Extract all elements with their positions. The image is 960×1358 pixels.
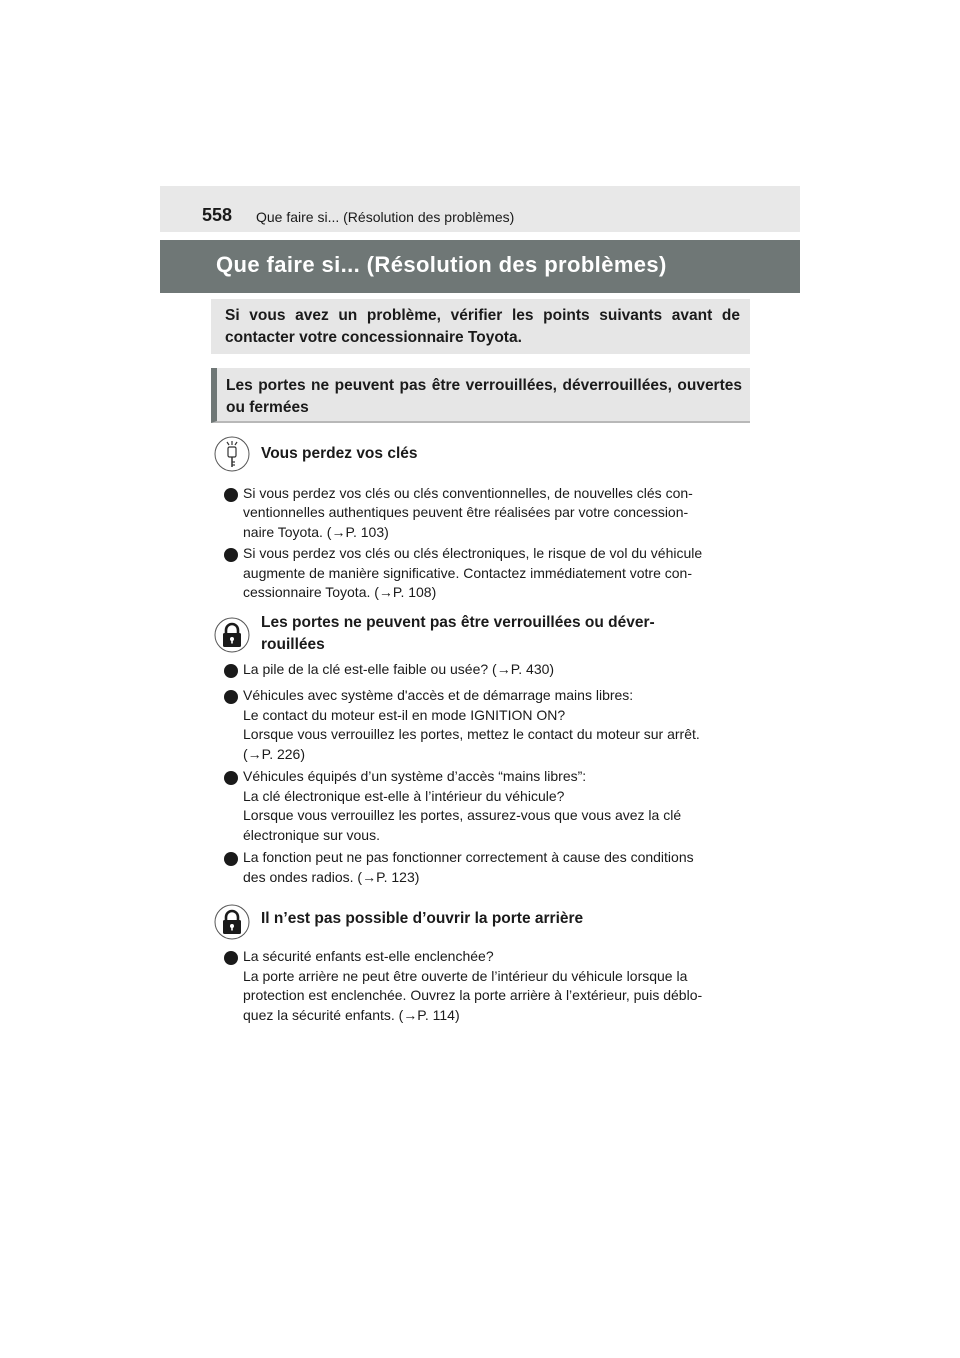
bullet-marker: [224, 488, 238, 502]
list-item: [243, 947, 745, 1025]
list-item-line: électronique sur vous.: [243, 826, 380, 843]
list-item-line: des ondes radios. (→P. 123): [243, 868, 420, 885]
list-item-line: La clé électronique est-elle à l’intérieur du véhicule?: [243, 787, 565, 804]
section-heading: Les portes ne peuvent pas être verrouillées, déverrouillées, ouvertes ou fermées: [226, 377, 742, 416]
list-item: [243, 544, 745, 603]
title-banner: [160, 240, 800, 293]
list-item-line: quez la sécurité enfants. (→P. 114): [243, 1006, 460, 1023]
list-item-line: Lorsque vous verrouillez les portes, mettez le contact du moteur sur arrêt.: [243, 726, 700, 742]
list-item: [243, 686, 745, 764]
subsection-heading-doors-lock: [261, 612, 745, 656]
subsection-heading-line: rouillées: [261, 636, 325, 653]
bullet-marker: [224, 852, 238, 866]
list-item: [243, 848, 745, 887]
intro-box: [211, 299, 750, 354]
list-item-line: Si vous perdez vos clés ou clés conventionnelles, de nouvelles clés con-: [243, 485, 693, 501]
bullet-marker: [224, 951, 238, 965]
list-item-line: cessionnaire Toyota. (→P. 108): [243, 584, 437, 600]
page-number: 558: [202, 205, 233, 225]
section-heading-box: [211, 368, 750, 423]
bullet-marker: [224, 548, 238, 562]
bullet-marker: [224, 664, 238, 678]
list-item: [243, 484, 745, 504]
list-item-line: augmente de manière significative. Contactez immédiatement votre con-: [243, 564, 692, 581]
padlock-icon: [214, 904, 250, 940]
subsection-heading-lost-keys: Vous perdez vos clés: [261, 445, 418, 462]
list-item-line: Si vous perdez vos clés ou clés électroniques, le risque de vol du véhicule: [243, 545, 703, 561]
list-item-line: ventionnelles authentiques peuvent être réalisées par votre concession-: [243, 504, 689, 520]
key-icon: [214, 436, 250, 472]
subsection-heading-rear-door: Il n’est pas possible d’ouvrir la porte arrière: [261, 910, 584, 927]
list-item-line: La fonction peut ne pas fonctionner correctement à cause des conditions: [243, 849, 694, 865]
list-item-continuation: [243, 503, 745, 542]
list-item-line: Véhicules avec système d'accès et de démarrage mains libres:: [243, 687, 634, 703]
list-item-line: La pile de la clé est-elle faible ou usée? (→P. 430): [243, 661, 555, 677]
list-item-line: Le contact du moteur est-il en mode IGNITION ON?: [243, 706, 566, 723]
list-item-line: naire Toyota. (→P. 103): [243, 523, 389, 540]
list-item-line: protection est enclenchée. Ouvrez la porte arrière à l’extérieur, puis déblo-: [243, 987, 703, 1003]
padlock-icon: [214, 617, 250, 653]
running-title: Que faire si... (Résolution des problèmes): [256, 209, 515, 225]
page-title: Que faire si... (Résolution des problèmes): [216, 252, 667, 277]
list-item-line: Véhicules équipés d’un système d’accès “mains libres”:: [243, 768, 587, 784]
bullet-marker: [224, 771, 238, 785]
intro-text: Si vous avez un problème, vérifier les points suivants avant de contacter votre concessionnaire Toyota.: [225, 307, 740, 346]
list-item-line: La porte arrière ne peut être ouverte de l’intérieur du véhicule lorsque la: [243, 967, 688, 984]
subsection-heading-line: Les portes ne peuvent pas être verrouillées ou déver-: [261, 614, 655, 631]
list-item-line: La sécurité enfants est-elle enclenchée?: [243, 948, 494, 964]
list-item: [243, 767, 745, 845]
list-item: [243, 660, 745, 680]
list-item-line: (→P. 226): [243, 745, 305, 762]
bullet-marker: [224, 690, 238, 704]
list-item-line: Lorsque vous verrouillez les portes, assurez-vous que vous avez la clé: [243, 807, 682, 823]
